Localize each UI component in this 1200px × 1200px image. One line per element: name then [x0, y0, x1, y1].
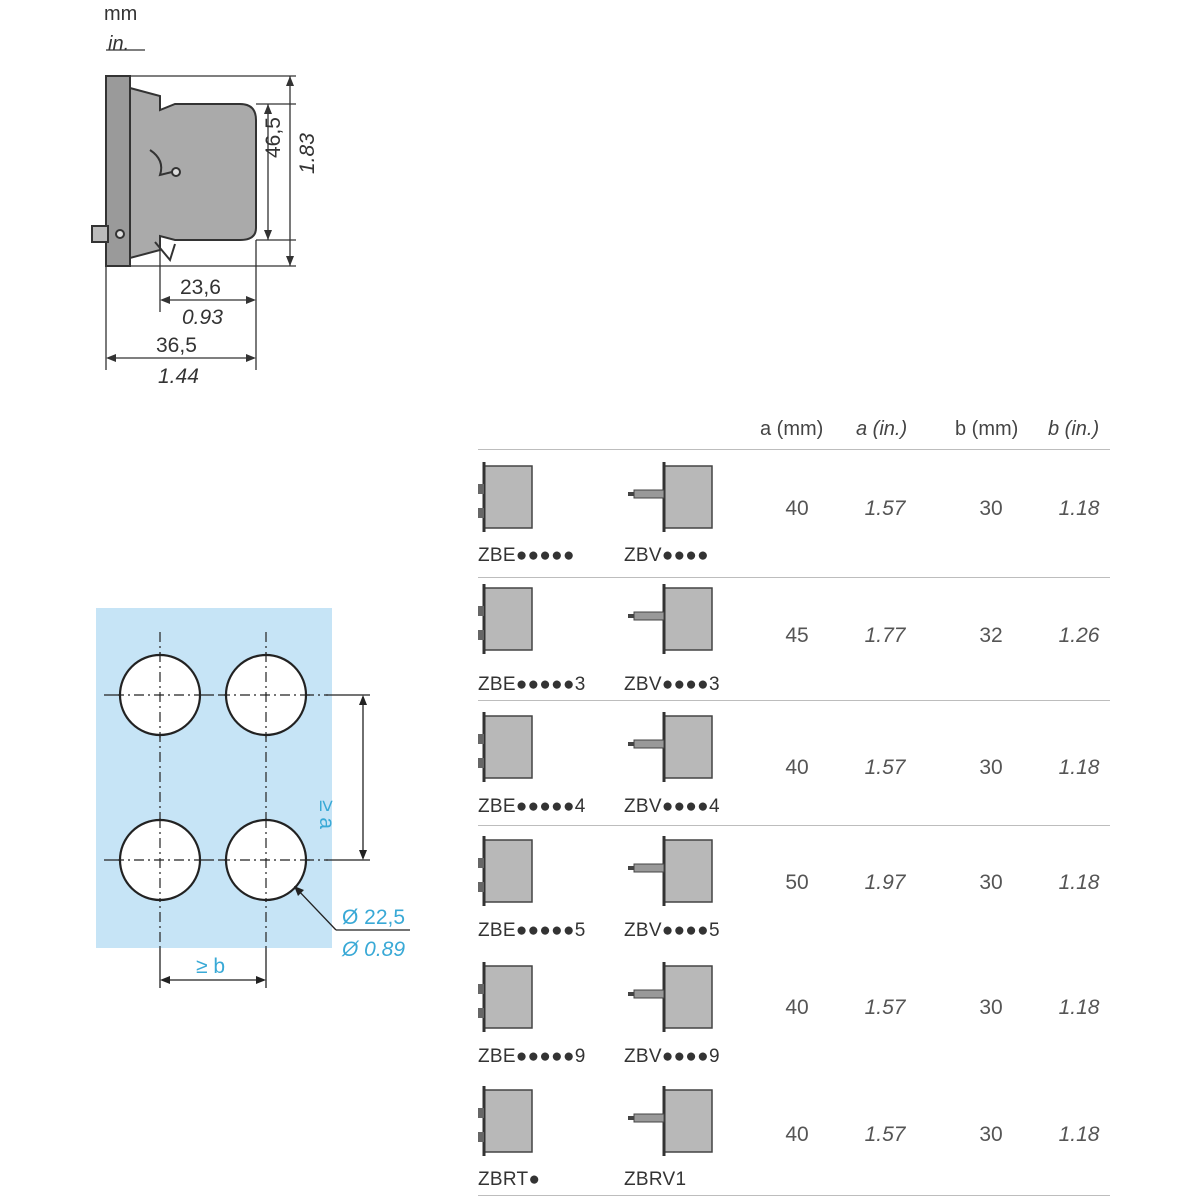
header-b-in: b (in.) [1048, 418, 1100, 440]
table-divider [478, 1195, 1110, 1196]
table-divider [478, 700, 1110, 701]
light-block-icon [628, 836, 712, 906]
cell-b-mm: 30 [979, 497, 1003, 520]
height-in-label: 1.83 [296, 133, 319, 174]
cell-a-in: 1.57 [864, 497, 906, 520]
cell-b-mm: 30 [979, 756, 1003, 779]
mounting-panel [96, 608, 332, 948]
table-divider [478, 449, 1110, 450]
unit-inch-label: in. [108, 33, 130, 55]
cell-b-in: 1.18 [1058, 1123, 1100, 1146]
unit-mm-label: mm [104, 3, 138, 25]
product-code-zbe: ZBE●●●●●5 [478, 920, 586, 941]
contact-block-icon [478, 462, 532, 532]
product-code-zbv: ZBV●●●●9 [624, 1046, 720, 1067]
height-mm-label: 46,5 [262, 117, 285, 158]
product-code-zbv: ZBV●●●● [624, 545, 709, 566]
cell-a-in: 1.77 [864, 624, 906, 647]
vertical-spacing-label: ≥ a [315, 800, 338, 830]
light-block-icon [628, 584, 712, 654]
product-code-zbv: ZBV●●●●3 [624, 674, 720, 695]
product-code-zbe: ZBE●●●●● [478, 545, 575, 566]
header-a-mm: a (mm) [760, 418, 824, 440]
total-in-label: 1.44 [158, 365, 199, 388]
table-divider [478, 577, 1110, 578]
product-code-zbv: ZBV●●●●5 [624, 920, 720, 941]
cell-a-in: 1.57 [864, 756, 906, 779]
cell-a-in: 1.57 [864, 1123, 906, 1146]
horizontal-spacing-label: ≥ b [196, 955, 226, 978]
cell-b-mm: 30 [979, 871, 1003, 894]
depth-mm-label: 23,6 [180, 276, 221, 299]
product-code-zbrv: ZBRV1 [624, 1169, 687, 1190]
cell-b-mm: 32 [979, 624, 1003, 647]
header-a-in: a (in.) [856, 418, 908, 440]
header-b-mm: b (mm) [955, 418, 1019, 440]
product-code-zbrt: ZBRT● [478, 1169, 541, 1190]
contact-block-icon [478, 962, 532, 1032]
diameter-in-label: Ø 0.89 [342, 938, 406, 961]
cell-b-mm: 30 [979, 1123, 1003, 1146]
table-divider [478, 825, 1110, 826]
product-code-zbe: ZBE●●●●●9 [478, 1046, 586, 1067]
cell-a-mm: 40 [785, 996, 809, 1019]
cell-b-in: 1.18 [1058, 996, 1100, 1019]
contact-block-side-view [92, 76, 256, 266]
cell-b-in: 1.18 [1058, 756, 1100, 779]
cell-a-in: 1.57 [864, 996, 906, 1019]
cell-a-mm: 40 [785, 756, 809, 779]
product-code-zbe: ZBE●●●●●4 [478, 796, 586, 817]
contact-block-icon [478, 836, 532, 906]
contact-block-icon [478, 1086, 532, 1156]
contact-block-icon [478, 584, 532, 654]
cell-a-mm: 50 [785, 871, 809, 894]
product-code-zbv: ZBV●●●●4 [624, 796, 720, 817]
total-mm-label: 36,5 [156, 334, 197, 357]
cell-b-in: 1.18 [1058, 497, 1100, 520]
cell-a-in: 1.97 [864, 871, 906, 894]
cell-b-mm: 30 [979, 996, 1003, 1019]
light-block-icon [628, 1086, 712, 1156]
cell-b-in: 1.18 [1058, 871, 1100, 894]
cell-a-mm: 45 [785, 624, 809, 647]
diameter-mm-label: Ø 22,5 [342, 906, 406, 929]
cell-b-in: 1.26 [1058, 624, 1100, 647]
light-block-icon [628, 962, 712, 1032]
cell-a-mm: 40 [785, 497, 809, 520]
depth-in-label: 0.93 [182, 306, 223, 329]
contact-block-icon [478, 712, 532, 782]
light-block-icon [628, 462, 712, 532]
light-block-icon [628, 712, 712, 782]
product-code-zbe: ZBE●●●●●3 [478, 674, 586, 695]
cell-a-mm: 40 [785, 1123, 809, 1146]
